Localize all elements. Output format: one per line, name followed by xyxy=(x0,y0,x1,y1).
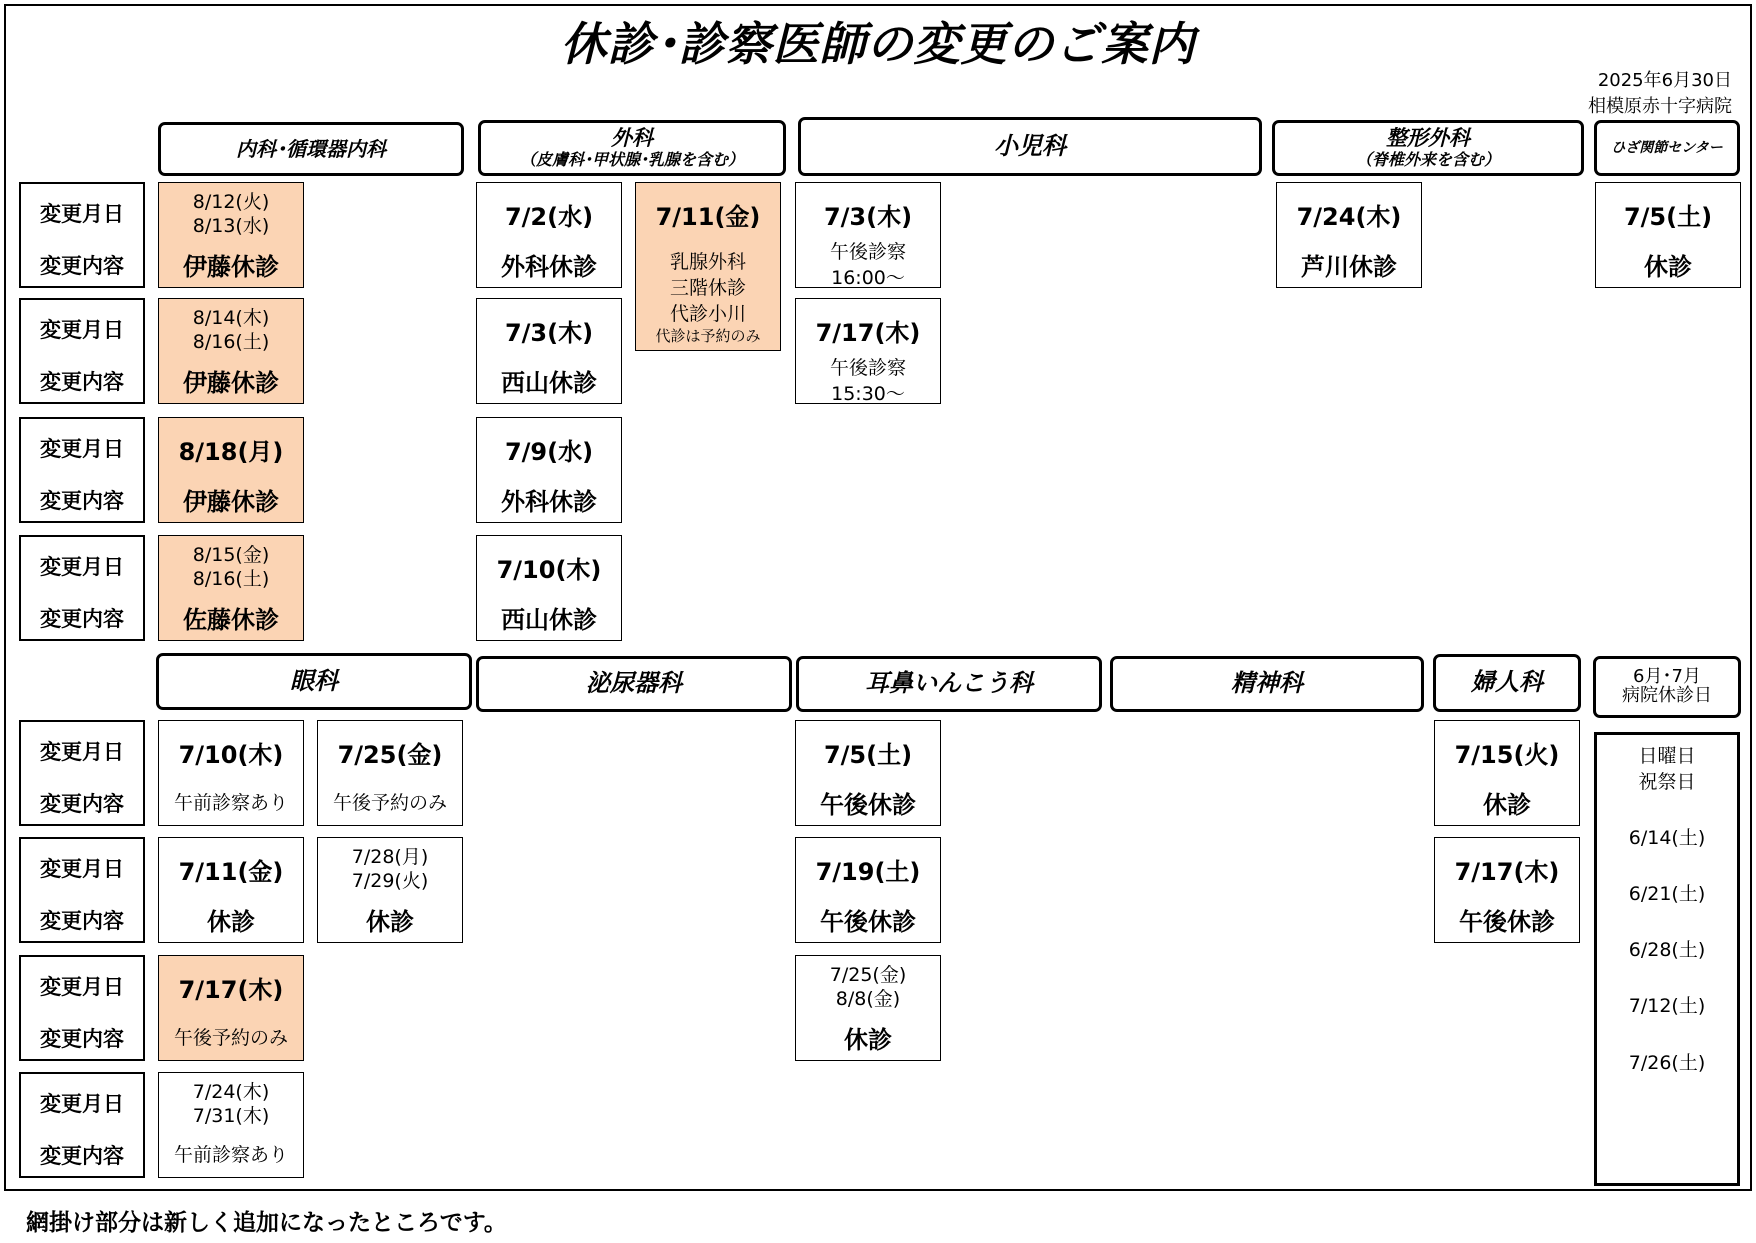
cell-content: 伊藤休診 xyxy=(183,253,279,281)
holiday-header xyxy=(1593,656,1741,718)
label-date: 変更月日 xyxy=(40,740,124,764)
dept-jibi-header xyxy=(796,656,1102,712)
cell-note-line1: 乳腺外科 xyxy=(669,251,746,273)
issue-date: 2025年6月30日 xyxy=(1597,70,1732,91)
cell-date-line1: 7/28(月) xyxy=(351,846,429,868)
schedule-cell xyxy=(158,1072,304,1178)
dept-name: ひざ関節センター xyxy=(1611,139,1723,156)
holiday-item: 日曜日 xyxy=(1638,745,1696,767)
cell-date: 7/25(金) xyxy=(337,741,443,769)
cell-date: 7/15(火) xyxy=(1454,741,1560,769)
label-content: 変更内容 xyxy=(40,254,124,278)
cell-date: 7/17(木) xyxy=(1454,858,1560,886)
holiday-item: 祝祭日 xyxy=(1638,771,1696,793)
dept-name: 外科 xyxy=(611,126,653,151)
cell-date: 7/5(土) xyxy=(823,741,913,769)
cell-content: 佐藤休診 xyxy=(183,606,279,634)
dept-shonika-header xyxy=(798,117,1262,176)
schedule-cell xyxy=(317,837,463,943)
schedule-cell xyxy=(476,417,622,523)
label-date: 変更月日 xyxy=(40,1092,124,1116)
schedule-cell xyxy=(158,720,304,826)
dept-ganka-header xyxy=(156,653,472,710)
holiday-header-line1: 6月･7月 xyxy=(1633,666,1701,688)
cell-note-line3: 代診小川 xyxy=(669,303,746,325)
schedule-cell xyxy=(795,955,941,1061)
row-label xyxy=(19,417,145,523)
dept-hiza-header xyxy=(1594,120,1740,176)
holiday-item: 6/14(土) xyxy=(1628,827,1706,849)
cell-date: 7/2(水) xyxy=(504,203,594,231)
cell-content: 伊藤休診 xyxy=(183,369,279,397)
schedule-cell xyxy=(795,298,941,404)
schedule-cell xyxy=(795,182,941,288)
schedule-cell xyxy=(1434,720,1580,826)
dept-name: 眼科 xyxy=(290,666,338,695)
label-date: 変更月日 xyxy=(40,202,124,226)
hospital-name: 相模原赤十字病院 xyxy=(1588,96,1732,117)
dept-name: 内科･循環器内科 xyxy=(236,136,386,161)
label-content: 変更内容 xyxy=(40,489,124,513)
label-content: 変更内容 xyxy=(40,1027,124,1051)
cell-date: 7/11(金) xyxy=(178,858,284,886)
cell-date: 7/5(土) xyxy=(1623,203,1713,231)
cell-date-line1: 8/12(火) xyxy=(192,191,270,213)
holiday-list xyxy=(1594,732,1740,1186)
schedule-cell xyxy=(1276,182,1422,288)
label-content: 変更内容 xyxy=(40,1144,124,1168)
holiday-header-line2: 病院休診日 xyxy=(1622,685,1712,706)
row-label xyxy=(19,720,145,826)
schedule-cell xyxy=(476,298,622,404)
row-label xyxy=(19,182,145,288)
cell-date: 7/3(木) xyxy=(504,319,594,347)
schedule-cell xyxy=(158,417,304,523)
label-date: 変更月日 xyxy=(40,975,124,999)
cell-date-line2: 8/16(土) xyxy=(192,568,270,590)
cell-date-line1: 7/25(金) xyxy=(829,964,907,986)
cell-date-line2: 7/29(火) xyxy=(351,870,429,892)
cell-content: 休診 xyxy=(1483,791,1531,819)
cell-note-line2: 三階休診 xyxy=(669,277,746,299)
cell-content: 休診 xyxy=(1644,253,1692,281)
schedule-cell xyxy=(1434,837,1580,943)
cell-date-line2: 7/31(木) xyxy=(192,1105,270,1127)
cell-date-line1: 7/24(木) xyxy=(192,1081,270,1103)
label-date: 変更月日 xyxy=(40,318,124,342)
cell-content: 西山休診 xyxy=(501,606,597,634)
row-label xyxy=(19,298,145,404)
dept-name: 整形外科 xyxy=(1386,126,1470,151)
label-content: 変更内容 xyxy=(40,370,124,394)
cell-date: 7/17(木) xyxy=(815,319,921,347)
schedule-cell xyxy=(158,955,304,1061)
cell-date-line1: 8/14(木) xyxy=(192,307,270,329)
cell-date-line2: 8/8(金) xyxy=(835,988,901,1010)
cell-date: 8/18(月) xyxy=(178,438,284,466)
schedule-cell xyxy=(635,182,781,351)
label-date: 変更月日 xyxy=(40,857,124,881)
cell-note-line2: 16:00～ xyxy=(831,267,905,289)
dept-naika-header xyxy=(158,122,464,176)
cell-content: 午後休診 xyxy=(820,791,916,819)
schedule-cell xyxy=(1595,182,1741,288)
dept-name: 小児科 xyxy=(994,131,1066,160)
label-content: 変更内容 xyxy=(40,792,124,816)
cell-note-line2: 15:30～ xyxy=(831,383,905,405)
schedule-cell xyxy=(158,298,304,404)
dept-hinyoki-header xyxy=(476,656,792,712)
holiday-item: 6/21(土) xyxy=(1628,883,1706,905)
dept-geka-header xyxy=(478,120,786,176)
schedule-cell xyxy=(795,837,941,943)
cell-content: 午後休診 xyxy=(820,908,916,936)
holiday-item: 6/28(土) xyxy=(1628,939,1706,961)
cell-date: 7/19(土) xyxy=(815,858,921,886)
schedule-cell xyxy=(158,535,304,641)
dept-seishin-header xyxy=(1110,656,1424,712)
row-label xyxy=(19,535,145,641)
label-content: 変更内容 xyxy=(40,909,124,933)
dept-sub: （皮膚科･甲状腺･乳腺を含む） xyxy=(519,150,744,170)
dept-name: 泌尿器科 xyxy=(586,669,682,698)
cell-content: 外科休診 xyxy=(501,253,597,281)
cell-content: 午後予約のみ xyxy=(173,1027,288,1049)
cell-date: 7/10(木) xyxy=(178,741,284,769)
cell-content: 午前診察あり xyxy=(173,792,288,814)
cell-date-line2: 8/16(土) xyxy=(192,331,270,353)
row-label xyxy=(19,837,145,943)
cell-content: 休診 xyxy=(366,908,414,936)
schedule-cell xyxy=(795,720,941,826)
dept-fujin-header xyxy=(1433,654,1581,712)
schedule-cell xyxy=(158,837,304,943)
cell-date: 7/3(木) xyxy=(823,203,913,231)
dept-name: 婦人科 xyxy=(1471,668,1543,697)
cell-date: 7/11(金) xyxy=(655,203,761,231)
cell-date-line1: 8/15(金) xyxy=(192,544,270,566)
schedule-cell xyxy=(158,182,304,288)
cell-content: 西山休診 xyxy=(501,369,597,397)
cell-content: 休診 xyxy=(844,1026,892,1054)
cell-date: 7/9(水) xyxy=(504,438,594,466)
holiday-item: 7/12(土) xyxy=(1628,995,1706,1017)
dept-name: 耳鼻いんこう科 xyxy=(865,669,1033,698)
cell-note-line1: 午後診察 xyxy=(829,241,906,263)
cell-content: 午前診察あり xyxy=(173,1144,288,1166)
schedule-cell xyxy=(476,182,622,288)
cell-date: 7/10(木) xyxy=(496,556,602,584)
footnote: 網掛け部分は新しく追加になったところです。 xyxy=(26,1210,507,1236)
cell-content: 伊藤休診 xyxy=(183,488,279,516)
cell-note-line1: 午後診察 xyxy=(829,357,906,379)
page-title: 休診･診察医師の変更のご案内 xyxy=(560,17,1196,71)
holiday-item: 7/26(土) xyxy=(1628,1052,1706,1074)
dept-name: 精神科 xyxy=(1231,669,1303,698)
schedule-cell xyxy=(476,535,622,641)
cell-content: 午後予約のみ xyxy=(332,792,447,814)
label-date: 変更月日 xyxy=(40,437,124,461)
row-label xyxy=(19,955,145,1061)
label-content: 変更内容 xyxy=(40,607,124,631)
schedule-cell xyxy=(317,720,463,826)
cell-date: 7/17(木) xyxy=(178,976,284,1004)
cell-note-line4: 代診は予約のみ xyxy=(655,327,761,345)
cell-date: 7/24(木) xyxy=(1296,203,1402,231)
cell-date-line2: 8/13(水) xyxy=(192,215,270,237)
dept-seikei-header xyxy=(1272,120,1584,176)
label-date: 変更月日 xyxy=(40,555,124,579)
cell-content: 休診 xyxy=(207,908,255,936)
cell-content: 午後休診 xyxy=(1459,908,1555,936)
dept-sub: （脊椎外来を含む） xyxy=(1355,150,1500,170)
row-label xyxy=(19,1072,145,1178)
cell-content: 芦川休診 xyxy=(1301,253,1397,281)
cell-content: 外科休診 xyxy=(501,488,597,516)
